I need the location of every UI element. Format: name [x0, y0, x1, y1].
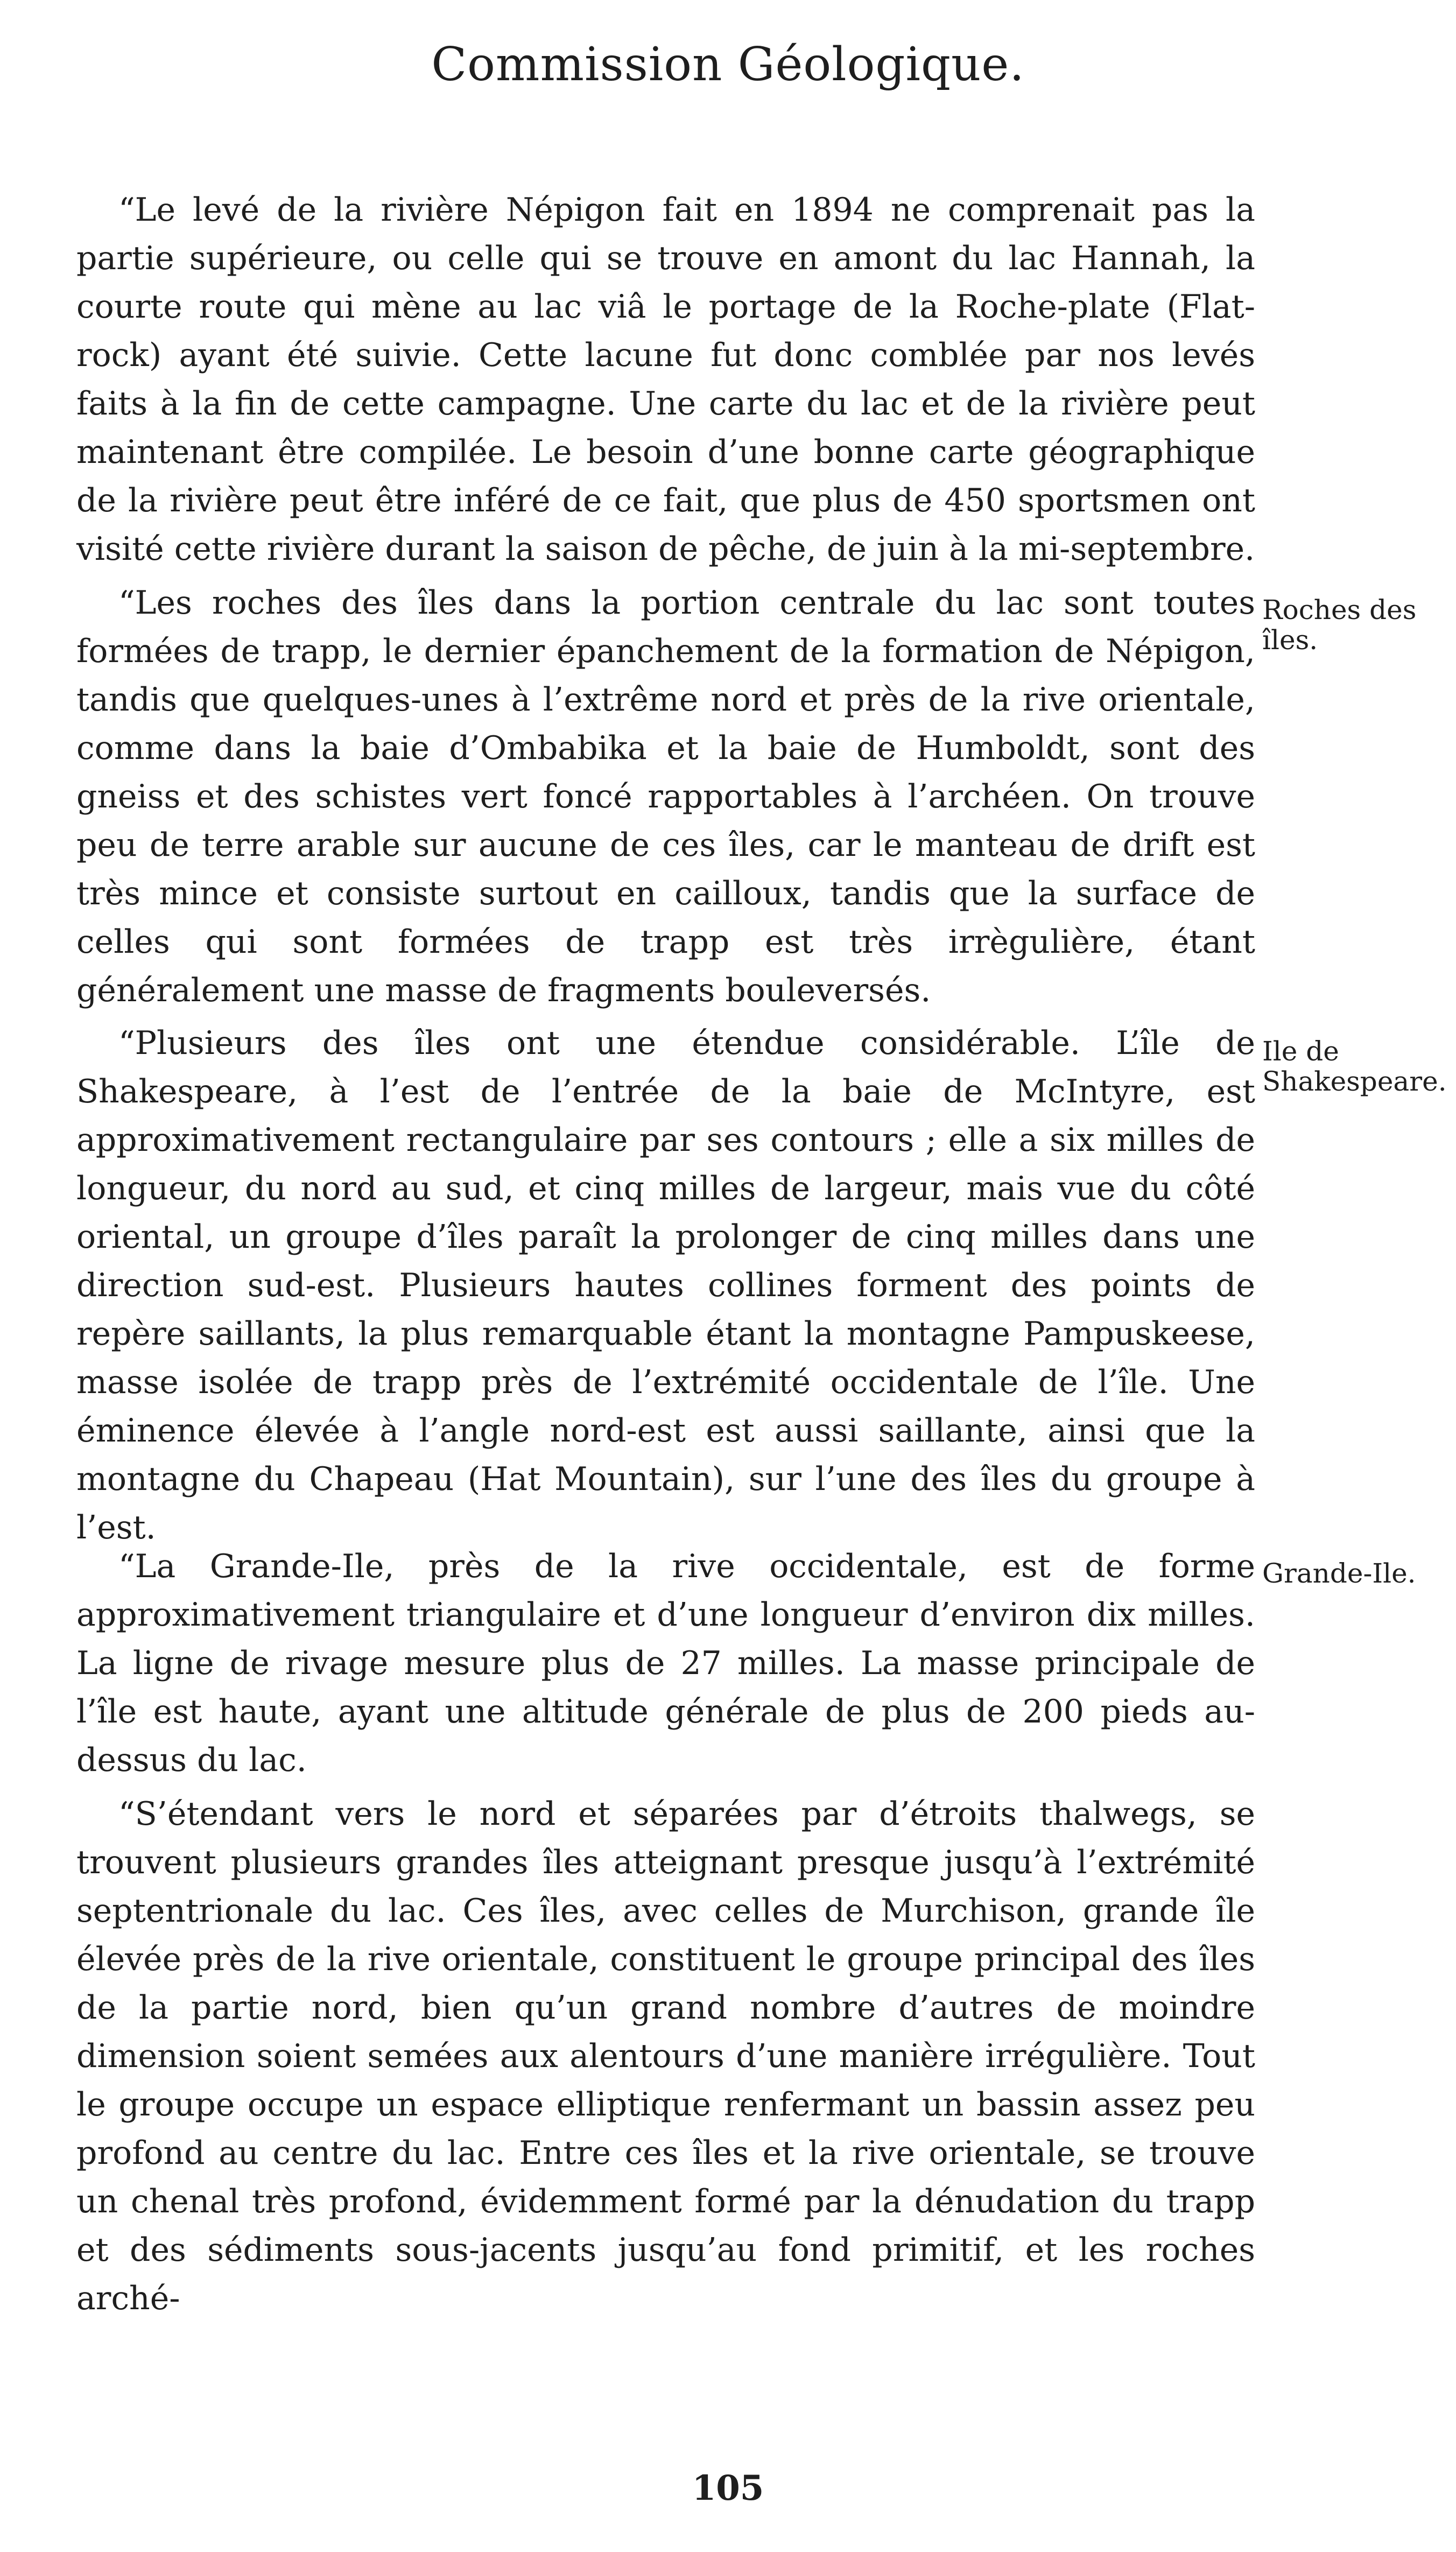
marginal-note-roches-des-iles: Roches des îles.	[1262, 594, 1417, 656]
paragraph-5: “S’étendant vers le nord et séparées par d’étroits thalwegs, se trouvent plusieurs grandes îles atteignant presque jusqu’à l’extrémité septentrionale du lac. Ces îles, avec celles de Murchison, grande île élevée près de la rive orientale, constituent le groupe principal des îles de la partie nord, bien qu’un grand nombre d’autres de moindre dimension soient semées aux alentours d’une manière irrégulière. Tout le groupe occupe un espace elliptique renfermant un bassin assez peu profond au centre du lac. Entre ces îles et la rive orientale, se trouve un chenal très profond, évidemment formé par la dénudation du trapp et des sédiments sous-jacents jusqu’au fond primitif, et les roches arché-	[76, 1795, 1255, 2317]
paragraph-1: “Le levé de la rivière Népigon fait en 1894 ne comprenait pas la partie supérieure, ou celle qui se trouve en amont du lac Hannah, la courte route qui mène au lac viâ le portage de la Roche-plate (Flat-rock) ayant été suivie. Cette lacune fut donc comblée par nos levés faits à la fin de cette campagne. Une carte du lac et de la rivière peut maintenant être compilée. Le besoin d’une bonne carte géographique de la rivière peut être inféré de ce fait, que plus de 450 sportsmen ont visité cette rivière durant la saison de pêche, de juin à la mi-septembre.	[76, 191, 1255, 568]
page-number: 105	[692, 2468, 764, 2508]
marginal-note-grande-ile: Grande-Ile.	[1262, 1558, 1416, 1589]
paragraph-3: “Plusieurs des îles ont une étendue considérable. L’île de Shakespeare, à l’est de l’entrée de la baie de McIntyre, est approximativement rectangulaire par ses contours ; elle a six milles de longueur, du nord au sud, et cinq milles de largeur, mais vue du côté oriental, un groupe d’îles paraît la prolonger de cinq milles dans une direction sud-est. Plusieurs hautes collines forment des points de repère saillants, la plus remarquable étant la montagne Pampuskeese, masse isolée de trapp près de l’extrémité occidentale de l’île. Une éminence élevée à l’angle nord-est est aussi saillante, ainsi que la montagne du Chapeau (Hat Mountain), sur l’une des îles du groupe à l’est.	[76, 1024, 1255, 1546]
marginal-note-ile-de-shakespeare: Ile de Shakespeare.	[1262, 1036, 1447, 1097]
paragraph-2: “Les roches des îles dans la portion centrale du lac sont toutes formées de trapp, le dernier épanchement de la formation de Népigon, tandis que quelques-unes à l’extrême nord et près de la rive orientale, comme dans la baie d’Ombabika et la baie de Humboldt, sont des gneiss et des schistes vert foncé rapportables à l’archéen. On trouve peu de terre arable sur aucune de ces îles, car le manteau de drift est très mince et consiste surtout en cailloux, tandis que la surface de celles qui sont formées de trapp est très irrègulière, étant généralement une masse de fragments bouleversés.	[76, 584, 1255, 1009]
page-title: Commission Géologique.	[431, 38, 1025, 92]
paragraph-4: “La Grande-Ile, près de la rive occidentale, est de forme approximativement triangulaire et d’une longueur d’environ dix milles. La ligne de rivage mesure plus de 27 milles. La masse principale de l’île est haute, ayant une altitude générale de plus de 200 pieds au-dessus du lac.	[76, 1548, 1255, 1779]
